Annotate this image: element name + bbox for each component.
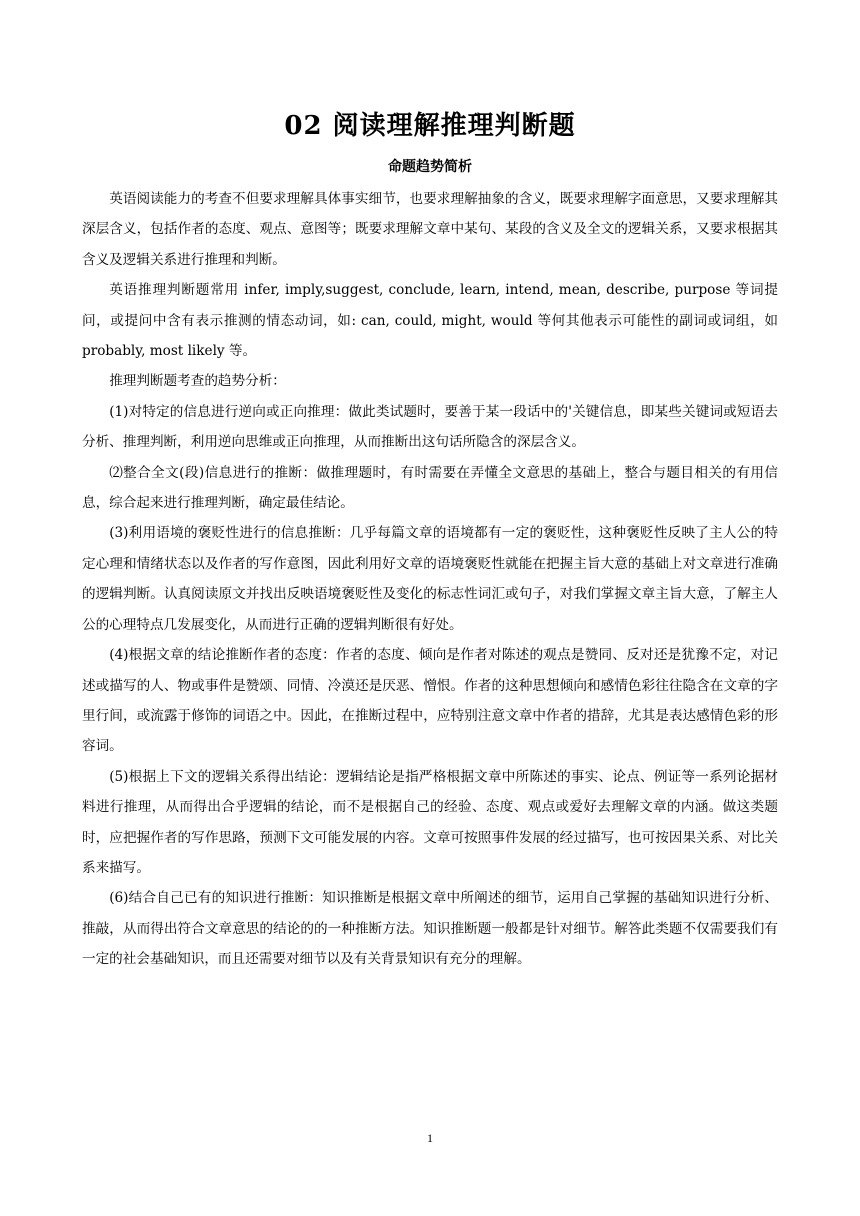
document-body: [82, 184, 778, 975]
section-subtitle: 命题趋势简析: [388, 159, 472, 175]
page-number: 1: [427, 1131, 433, 1145]
paragraph-point-2: ⑵整合全文(段)信息进行的推断：做推理题时，有时需要在弄懂全文意思的基础上，整合与题目相关的有用信息，综合起来进行推理判断，确定最佳结论。: [82, 464, 778, 512]
paragraph-question-words: 英语推理判断题常用 infer, imply,suggest, conclude, learn, intend, mean, describe, purpose 等词提问，或提问中含有表示推测的情态动词，如: can, could, might, would 等何其他表示可能性的副词或词组，如 probably, most likely 等。: [82, 282, 778, 360]
paragraph-point-3: (3)利用语境的褒贬性进行的信息推断：几乎每篇文章的语境都有一定的褒贬性，这种褒贬性反映了主人公的特定心理和情绪状态以及作者的写作意图，因此利用好文章的语境褒贬性就能在把握主旨大意的基础上对文章进行准确的逻辑判断。认真阅读原文并找出反映语境褒贬性及变化的标志性词汇或句子，对我们掌握文章主旨大意，了解主人公的心理特点几发展变化，从而进行正确的逻辑判断很有好处。: [82, 525, 778, 633]
paragraph-intro: 英语阅读能力的考查不但要求理解具体事实细节，也要求理解抽象的含义，既要求理解字面意思，又要求理解其深层含义，包括作者的态度、观点、意图等；既要求理解文章中某句、某段的含义及全文的逻辑关系，又要求根据其含义及逻辑关系进行推理和判断。: [82, 191, 778, 268]
page-title: 02 阅读理解推理判断题: [284, 111, 576, 141]
paragraph-point-5: (5)根据上下文的逻辑关系得出结论：逻辑结论是指严格根据文章中所陈述的事实、论点、例证等一系列论据材料进行推理，从而得出合乎逻辑的结论，而不是根据自己的经验、态度、观点或爱好去理解文章的内涵。做这类题时，应把握作者的写作思路，预测下文可能发展的内容。文章可按照事件发展的经过描写，也可按因果关系、对比关系来描写。: [82, 768, 778, 876]
paragraph-point-1: (1)对特定的信息进行逆向或正向推理：做此类试题时，要善于某一段话中的'关键信息，即某些关键词或短语去分析、推理判断，利用逆向思维或正向推理，从而推断出这句话所隐含的深层含义。: [82, 403, 778, 451]
paragraph-trend-heading: 推理判断题考查的趋势分析：: [109, 373, 286, 390]
paragraph-point-6: (6)结合自己已有的知识进行推断：知识推断是根据文章中所阐述的细节，运用自己掌握的基础知识进行分析、推敲，从而得出符合文章意思的结论的的一种推断方法。知识推断题一般都是针对细节。解答此类题不仅需要我们有一定的社会基础知识，而且还需要对细节以及有关背景知识有充分的理解。: [82, 890, 778, 968]
paragraph-point-4: (4)根据文章的结论推断作者的态度：作者的态度、倾向是作者对陈述的观点是赞同、反对还是犹豫不定，对记述或描写的人、物或事件是赞颂、同情、冷漠还是厌恶、憎恨。作者的这种思想倾向和感情色彩往往隐含在文章的字里行间，或流露于修饰的词语之中。因此，在推断过程中，应特别注意文章中作者的措辞，尤其是表达感情色彩的形容词。: [82, 647, 778, 755]
